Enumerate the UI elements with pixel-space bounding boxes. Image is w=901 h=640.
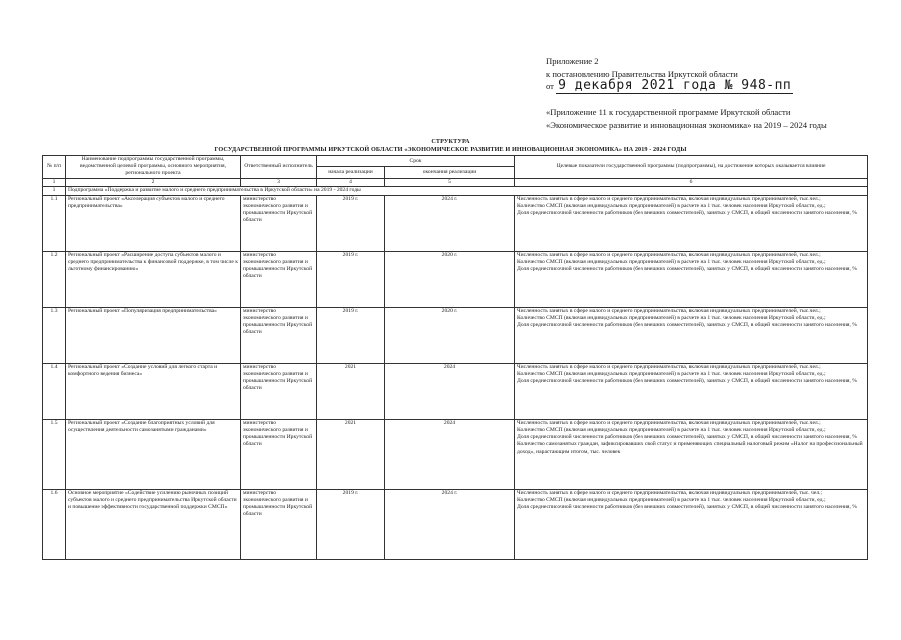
row-number: 1.2 bbox=[43, 251, 66, 307]
row-executor: министерство экономического развития и промышленности Иркутской области bbox=[241, 419, 317, 489]
row-start: 2019 г. bbox=[317, 307, 385, 363]
subprogram-num: 1 bbox=[43, 186, 66, 195]
row-number: 1.1 bbox=[43, 195, 66, 251]
row-number: 1.3 bbox=[43, 307, 66, 363]
row-executor: министерство экономического развития и промышленности Иркутской области bbox=[241, 489, 317, 559]
appendix-label: Приложение 2 bbox=[546, 56, 599, 66]
table-row bbox=[43, 419, 868, 489]
row-indicators: Численность занятых в сфере малого и среднего предпринимательства, включая индивидуальных предпринимателей, тыс.чел.; Количество СМСП (включая индивидуальных предпринимателей) в расчете на 1 тыс. человек населения Иркутской области, ед.; Доля среднесписочной численности работников (без внешних совместителей), занятых у СМСП, в общей численности занятого населения, % bbox=[515, 251, 868, 307]
row-number: 1.5 bbox=[43, 419, 66, 489]
table-row bbox=[43, 363, 868, 419]
col-header-end: окончания реализации bbox=[385, 167, 515, 178]
table-row bbox=[43, 489, 868, 559]
row-indicators: Численность занятых в сфере малого и среднего предпринимательства, включая индивидуальных предпринимателей, тыс.чел.; Количество СМСП (включая индивидуальных предпринимателей) в расчете на 1 тыс. человек населения Иркутской области, ед.; Доля среднесписочной численности работников (без внешних совместителей), занятых у СМСП, в общей численности занятого населения, % bbox=[515, 307, 868, 363]
col-header-name: Наименование подпрограммы государственной программы, ведомственной целевой программы, основного мероприятия, регионального проекта bbox=[66, 156, 241, 179]
row-end: 2024 bbox=[385, 419, 515, 489]
row-indicators: Численность занятых в сфере малого и среднего предпринимательства, включая индивидуальных предпринимателей, тыс. чел.; Количество СМСП (включая индивидуальных предпринимателей) в расчете на 1 тыс. человек населения Иркутской области, ед.; Доля среднесписочной численности работников (без внешних совместителей), занятых у СМСП, в общей численности занятого населения, % bbox=[515, 489, 868, 559]
decree-line: к постановлению Правительства Иркутской области bbox=[546, 68, 738, 79]
col-number: 3 bbox=[241, 178, 317, 186]
row-indicators: Численность занятых в сфере малого и среднего предпринимательства, включая индивидуальных предпринимателей, тыс.чел.; Количество СМСП (включая индивидуальных предпринимателей) в расчете на 1 тыс. человек населения Иркутской области, ед.; Доля среднесписочной численности работников (без внешних совместителей), занятых у СМСП, в общей численности занятого населения, % Количество самозанятых граждан, зафиксировавших свой статус и применяющих специальный налоговый режим «Налог на профессиональный доход», нарастающим итогом, тыс. человек bbox=[515, 419, 868, 489]
col-number: 2 bbox=[66, 178, 241, 186]
row-end: 2024 bbox=[385, 363, 515, 419]
table-row bbox=[43, 195, 868, 251]
document-header bbox=[546, 55, 793, 93]
row-end: 2020 г. bbox=[385, 307, 515, 363]
ref-line-2: «Экономическое развитие и инновационная экономика» на 2019 – 2024 годы bbox=[546, 120, 827, 130]
structure-table bbox=[42, 155, 868, 560]
row-executor: министерство экономического развития и промышленности Иркутской области bbox=[241, 195, 317, 251]
handwritten-date: 9 декабря 2021 года № 948-пп bbox=[558, 78, 792, 93]
col-number: 6 bbox=[515, 178, 868, 186]
row-start: 2021 bbox=[317, 419, 385, 489]
col-header-term: Срок bbox=[317, 156, 515, 167]
col-header-num: № п/п bbox=[43, 156, 66, 179]
title-line-1: СТРУКТУРА bbox=[431, 138, 470, 145]
row-end: 2020 г. bbox=[385, 251, 515, 307]
column-number-row bbox=[43, 178, 868, 186]
row-executor: министерство экономического развития и промышленности Иркутской области bbox=[241, 307, 317, 363]
ref-line-1: «Приложение 11 к государственной программе Иркутской области bbox=[546, 107, 791, 117]
title-line-2: ГОСУДАРСТВЕННОЙ ПРОГРАММЫ ИРКУТСКОЙ ОБЛАСТИ «ЭКОНОМИЧЕСКОЕ РАЗВИТИЕ И ИННОВАЦИОННАЯ ЭКОНОМИКА» НА 2019 - 2024 ГОДЫ bbox=[214, 146, 687, 153]
row-name: Региональный проект «Популяризация предпринимательства» bbox=[66, 307, 241, 363]
row-executor: министерство экономического развития и промышленности Иркутской области bbox=[241, 251, 317, 307]
subprogram-row bbox=[43, 186, 868, 195]
col-header-start: начала реализации bbox=[317, 167, 385, 178]
header-row bbox=[43, 156, 868, 167]
row-start: 2019 г. bbox=[317, 195, 385, 251]
row-name: Региональный проект «Расширение доступа субъектов малого и среднего предпринимательства к финансовой поддержке, в том числе к льготному финансированию» bbox=[66, 251, 241, 307]
row-name: Региональный проект «Создание условий для легкого старта и комфортного ведения бизнеса» bbox=[66, 363, 241, 419]
date-prefix: от bbox=[546, 81, 554, 91]
row-start: 2019 г. bbox=[317, 489, 385, 559]
col-header-executor: Ответственный исполнитель bbox=[241, 156, 317, 179]
table-row bbox=[43, 307, 868, 363]
program-reference bbox=[546, 106, 827, 132]
row-number: 1.6 bbox=[43, 489, 66, 559]
row-indicators: Численность занятых в сфере малого и среднего предпринимательства, включая индивидуальных предпринимателей, тыс.чел.; Количество СМСП (включая индивидуальных предпринимателей) в расчете на 1 тыс. человек населения Иркутской области, ед.; Доля среднесписочной численности работников (без внешних совместителей), занятых у СМСП, в общей численности занятого населения, % bbox=[515, 195, 868, 251]
decree-date-line bbox=[546, 80, 793, 93]
col-number: 5 bbox=[385, 178, 515, 186]
row-executor: министерство экономического развития и промышленности Иркутской области bbox=[241, 363, 317, 419]
col-number: 1 bbox=[43, 178, 66, 186]
row-start: 2021 bbox=[317, 363, 385, 419]
row-name: Региональный проект «Акселерация субъектов малого и среднего предпринимательства» bbox=[66, 195, 241, 251]
row-end: 2024 г. bbox=[385, 195, 515, 251]
subprogram-title: Подпрограмма «Поддержка и развитие малого и среднего предпринимательства в Иркутской области» на 2019 - 2024 годы bbox=[66, 186, 868, 195]
row-number: 1.4 bbox=[43, 363, 66, 419]
row-indicators: Численность занятых в сфере малого и среднего предпринимательства, включая индивидуальных предпринимателей, тыс.чел.; Количество СМСП (включая индивидуальных предпринимателей) в расчете на 1 тыс. человек населения Иркутской области, ед.; Доля среднесписочной численности работников (без внешних совместителей), занятых у СМСП, в общей численности занятого населения, % bbox=[515, 363, 868, 419]
row-name: Основное мероприятие «Содействие усилению рыночных позиций субъектов малого и среднего предпринимательства Иркутской области и повышение эффективности государственной поддержки СМСП» bbox=[66, 489, 241, 559]
col-number: 4 bbox=[317, 178, 385, 186]
row-name: Региональный проект «Создание благоприятных условий для осуществления деятельности самозанятыми гражданами» bbox=[66, 419, 241, 489]
table-row bbox=[43, 251, 868, 307]
document-title bbox=[0, 138, 901, 154]
row-start: 2019 г. bbox=[317, 251, 385, 307]
col-header-indicators: Целевые показатели государственной программы (подпрограммы), на достижение которых оказывается влияние bbox=[515, 156, 868, 179]
row-end: 2024 г. bbox=[385, 489, 515, 559]
